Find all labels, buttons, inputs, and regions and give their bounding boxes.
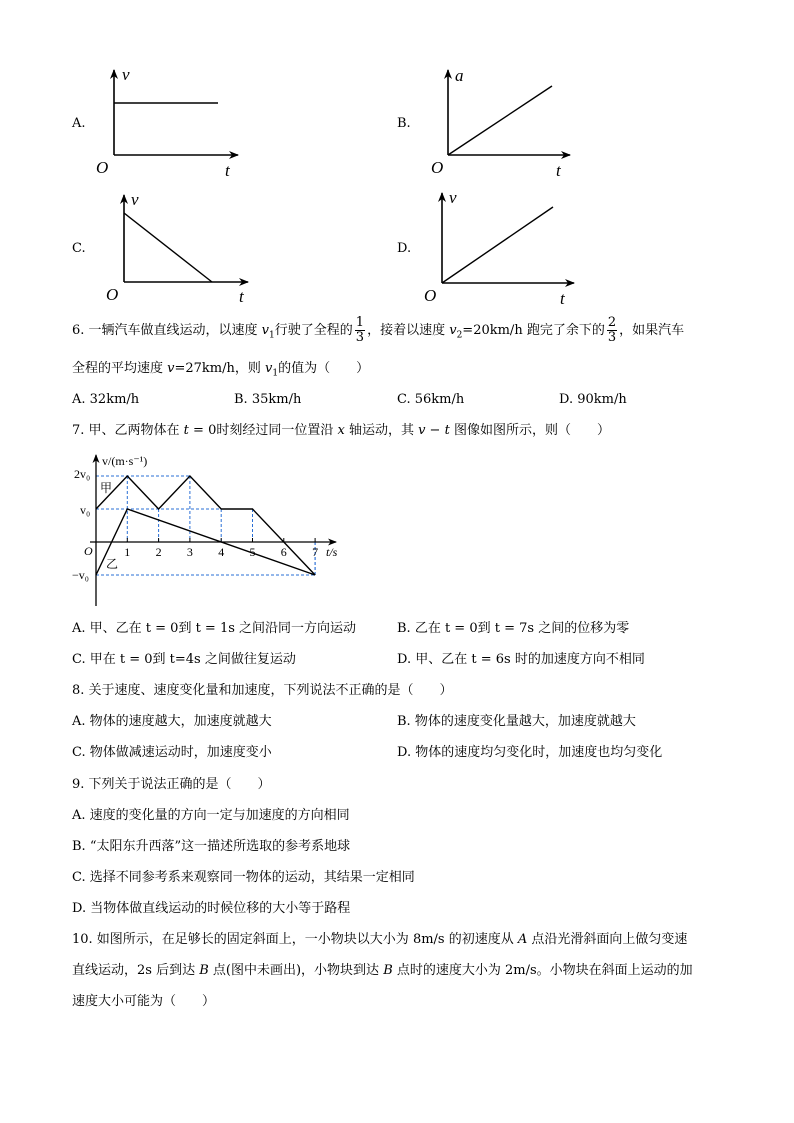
option-c-label: C. bbox=[72, 241, 86, 256]
q8-option-c[interactable]: C. 物体做减速运动时，加速度变小 bbox=[72, 745, 272, 760]
graph-a-xaxis: t bbox=[225, 161, 230, 180]
chart-ytick-neg-v0: −v₀ bbox=[72, 568, 89, 582]
q7-option-d[interactable]: D. 甲、乙在 t = 6s 时的加速度方向不相同 bbox=[397, 652, 645, 667]
q6-option-b[interactable]: B. 35km/h bbox=[234, 392, 302, 407]
option-b-label: B. bbox=[397, 116, 411, 131]
option-d-label: D. bbox=[397, 241, 412, 256]
x-tick-label-6: 6 bbox=[280, 545, 287, 559]
q8-option-b[interactable]: B. 物体的速度变化量越大，加速度就越大 bbox=[397, 714, 636, 729]
graph-c-origin: O bbox=[106, 285, 119, 304]
q9-option-a[interactable]: A. 速度的变化量的方向一定与加速度的方向相同 bbox=[72, 808, 350, 823]
q9-option-d[interactable]: D. 当物体做直线运动的时候位移的大小等于路程 bbox=[72, 901, 351, 916]
x-tick-label-1: 1 bbox=[124, 545, 131, 559]
q8-stem: 8. 关于速度、速度变化量和加速度，下列说法不正确的是（ ） bbox=[72, 683, 453, 698]
graph-d-origin: O bbox=[424, 286, 437, 305]
q6-fraction-2: $\frac{2}{3}$ bbox=[607, 315, 617, 345]
chart-ytick-2v0: 2v₀ bbox=[74, 467, 91, 481]
chart-y-label: v/(m·s⁻¹) bbox=[102, 454, 148, 468]
q8-option-d[interactable]: D. 物体的速度均匀变化时，加速度也均匀变化 bbox=[397, 745, 663, 760]
graph-b-origin: O bbox=[431, 158, 444, 177]
q9-option-c[interactable]: C. 选择不同参考系来观察同一物体的运动，其结果一定相同 bbox=[72, 870, 415, 885]
q6-option-c[interactable]: C. 56km/h bbox=[397, 392, 465, 407]
q7-option-b[interactable]: B. 乙在 t = 0到 t = 7s 之间的位移为零 bbox=[397, 621, 630, 636]
graph-c-xaxis: t bbox=[239, 287, 244, 306]
q6-stem-line2: 全程的平均速度 v=27km/h，则 $v_1$的值为（ ） bbox=[72, 361, 370, 379]
series-label-jia: 甲 bbox=[100, 481, 113, 495]
series-label-yi: 乙 bbox=[106, 557, 119, 571]
q10-stem-line1: 10. 如图所示，在足够长的固定斜面上，一小物块以大小为 8m/s 的初速度从 A 点沿光滑斜面向上做匀变速 bbox=[72, 932, 688, 947]
q8-option-a[interactable]: A. 物体的速度越大，加速度就越大 bbox=[72, 714, 272, 729]
q10-stem-line2: 直线运动，2s 后到达 B 点(图中未画出)，小物块到达 B 点时的速度大小为 2m/s。小物块在斜面上运动的加 bbox=[72, 963, 693, 978]
x-tick-label-5: 5 bbox=[249, 545, 256, 559]
option-a-label: A. bbox=[72, 116, 86, 131]
chart-origin: O bbox=[84, 544, 93, 558]
x-tick-label-3: 3 bbox=[186, 545, 193, 559]
q7-stem: 7. 甲、乙两物体在 t = 0时刻经过同一位置沿 x 轴运动，其 v − t 图像如图所示，则（ ） bbox=[72, 423, 610, 438]
chart-guides bbox=[96, 476, 315, 575]
graph-c-yaxis: v bbox=[131, 190, 139, 209]
q9-stem: 9. 下列关于说法正确的是（ ） bbox=[72, 777, 271, 792]
x-tick-label-7: 7 bbox=[312, 545, 319, 559]
graph-d-yaxis: v bbox=[449, 188, 457, 207]
graph-a-origin: O bbox=[96, 158, 109, 177]
q6-stem-line1: 6. 一辆汽车做直线运动，以速度 $v_1$行驶了全程的 $\frac{1}{3}$ ，接着以速度 $v_2=20km/h$ 跑完了余下的 $\frac{2}{3}$ ，如果汽车 bbox=[72, 315, 685, 345]
q7-option-c[interactable]: C. 甲在 t = 0到 t=4s 之间做往复运动 bbox=[72, 652, 296, 667]
chart-series bbox=[96, 476, 315, 575]
series-line-jia bbox=[96, 476, 315, 575]
x-tick-label-4: 4 bbox=[218, 545, 225, 559]
q10-stem-line3: 速度大小可能为（ ） bbox=[72, 994, 216, 1009]
chart-x-label: t/s bbox=[326, 545, 338, 559]
graph-b-xaxis: t bbox=[556, 161, 561, 180]
q6-option-a[interactable]: A. 32km/h bbox=[72, 392, 140, 407]
chart-ytick-v0: v₀ bbox=[80, 503, 91, 517]
graph-b-yaxis: a bbox=[455, 66, 464, 85]
graph-d-xaxis: t bbox=[560, 289, 565, 308]
q9-option-b[interactable]: B. “太阳东升西落”这一描述所选取的参考系地球 bbox=[72, 839, 351, 854]
graph-a-yaxis: v bbox=[122, 65, 130, 84]
q7-option-a[interactable]: A. 甲、乙在 t = 0到 t = 1s 之间沿同一方向运动 bbox=[72, 621, 357, 636]
q6-option-d[interactable]: D. 90km/h bbox=[559, 392, 627, 407]
x-tick-label-2: 2 bbox=[155, 545, 162, 559]
q6-fraction-1: $\frac{1}{3}$ bbox=[355, 315, 365, 345]
